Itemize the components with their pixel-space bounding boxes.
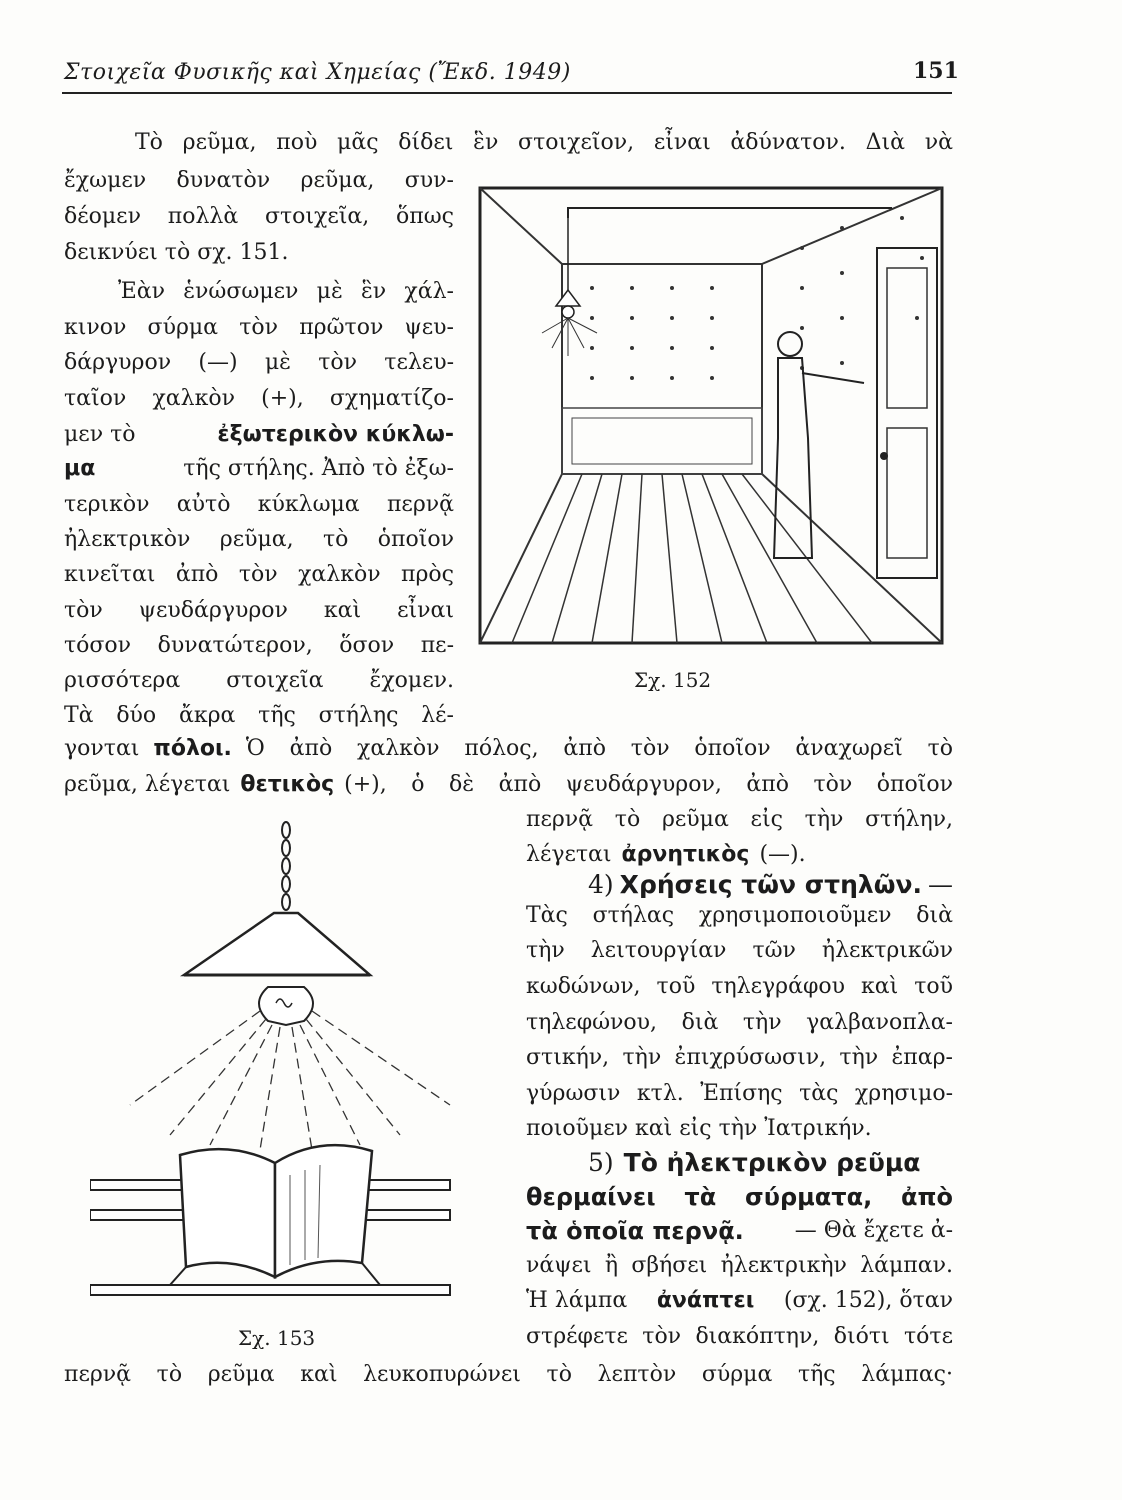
figure-152-room-illustration (472, 178, 952, 653)
paragraph-line-34 (526, 1286, 953, 1316)
section-heading-5 (588, 1148, 920, 1178)
text-segment: Ἡ λάμπα (526, 1288, 628, 1313)
paragraph-line-3: δέομεν πολλὰ στοιχεῖα, ὅπως (64, 204, 454, 229)
text-segment: (—). (759, 842, 806, 867)
figure-152-caption: Σχ. 152 (634, 668, 712, 692)
paragraph-line-17: Τὰ δύο ἄκρα τῆς στήλης λέ- (64, 703, 454, 728)
paragraph-line-28: γύρωσιν κτλ. Ἐπίσης τὰς χρησιμο- (526, 1081, 953, 1106)
paragraph-line-33: νάψει ἢ σβήσει ἠλεκτρικὴν λάμπαν. (526, 1253, 953, 1278)
text-segment: ρεῦμα, λέγεται (64, 772, 231, 797)
text-segment: Ὁ ἀπὸ χαλκὸν πόλος, ἀπὸ τὸν ὁποῖον ἀναχωρεῖ τὸ (245, 736, 953, 761)
running-header-title: Στοιχεῖα Φυσικῆς καὶ Χημείας (Ἔκδ. 1949) (64, 60, 571, 85)
text-segment: γονται (64, 736, 140, 761)
paragraph-line-32 (526, 1216, 953, 1246)
paragraph-line-36: περνᾷ τὸ ρεῦμα καὶ λευκοπυρώνει τὸ λεπτὸν σύρμα τῆς λάμπας· (64, 1362, 953, 1387)
paragraph-line-13: κινεῖται ἀπὸ τὸν χαλκὸν πρὸς (64, 562, 454, 587)
paragraph-line-9 (64, 420, 454, 450)
paragraph-line-16: ρισσότερα στοιχεῖα ἔχομεν. (64, 668, 454, 693)
paragraph-line-1: Τὸ ρεῦμα, ποὺ μᾶς δίδει ἓν στοιχεῖον, εἶναι ἀδύνατον. Διὰ νὰ (135, 130, 953, 155)
paragraph-line-7: δάργυρον (—) μὲ τὸν τελευ- (64, 350, 454, 375)
paragraph-line-4: δεικνύει τὸ σχ. 151. (64, 240, 289, 265)
paragraph-line-20: περνᾷ τὸ ρεῦμα εἰς τὴν στήλην, (526, 807, 953, 832)
page-number: 151 (913, 58, 959, 84)
paragraph-line-11: τερικὸν αὐτὸ κύκλωμα περνᾷ (64, 492, 454, 517)
text-segment: λέγεται (526, 842, 612, 867)
paragraph-line-24: τὴν λειτουργίαν τῶν ἠλεκτρικῶν (526, 938, 953, 963)
text-segment: τῆς στήλης. Ἀπὸ τὸ ἐξω- (183, 456, 454, 481)
section-title-uses: Χρήσεις τῶν στηλῶν. (619, 870, 923, 899)
dash: — (928, 870, 954, 899)
paragraph-line-35: στρέφετε τὸν διακόπτην, διότι τότε (526, 1324, 953, 1349)
paragraph-line-26: τηλεφώνου, διὰ τὴν γαλβανοπλα- (526, 1010, 953, 1035)
paragraph-line-12: ἠλεκτρικὸν ρεῦμα, τὸ ὁποῖον (64, 527, 454, 552)
paragraph-line-5: Ἐὰν ἑνώσωμεν μὲ ἓν χάλ- (118, 279, 454, 304)
paragraph-line-2: ἔχωμεν δυνατὸν ρεῦμα, συν- (64, 168, 454, 193)
paragraph-line-25: κωδώνων, τοῦ τηλεγράφου καὶ τοῦ (526, 974, 953, 999)
text-segment: (σχ. 152), ὅταν (783, 1288, 953, 1313)
term-poles: πόλοι. (153, 736, 232, 761)
header-rule (62, 92, 952, 94)
section-number: 5) (588, 1148, 614, 1177)
text-segment: μεν τὸ (64, 422, 136, 447)
paragraph-line-23: Τὰς στήλας χρησιμοποιοῦμεν διὰ (526, 903, 953, 928)
paragraph-line-18 (64, 734, 953, 764)
text-segment: (+), ὁ δὲ ἀπὸ ψευδάργυρον, ἀπὸ τὸν ὁποῖον (344, 772, 953, 797)
section-title-heating: Τὸ ἠλεκτρικὸν ρεῦμα (623, 1148, 921, 1177)
paragraph-line-8: ταῖον χαλκὸν (+), σχηματίζο- (64, 386, 454, 411)
section-heading-4 (588, 870, 953, 900)
text-segment: — Θὰ ἔχετε ἀ- (794, 1218, 953, 1243)
term-external-circuit-end: μα (64, 456, 96, 481)
section-title-heating-line-3: τὰ ὁποῖα περνᾷ. (526, 1217, 744, 1245)
paragraph-line-19 (64, 770, 953, 800)
section-title-heating-line-2: θερμαίνει τὰ σύρματα, ἀπὸ (526, 1183, 953, 1211)
paragraph-line-14: τὸν ψευδάργυρον καὶ εἶναι (64, 598, 454, 623)
term-external-circuit: ἐξωτερικὸν κύκλω- (217, 422, 454, 447)
paragraph-line-21 (526, 840, 806, 870)
paragraph-line-6: κινον σύρμα τὸν πρῶτον ψευ- (64, 315, 454, 340)
section-number: 4) (588, 870, 614, 899)
paragraph-line-27: στικήν, τὴν ἐπιχρύσωσιν, τὴν ἐπαρ- (526, 1045, 953, 1070)
term-positive: θετικὸς (240, 772, 335, 797)
paragraph-line-10 (64, 454, 454, 484)
figure-153-lamp-book-illustration (90, 815, 470, 1320)
figure-153-caption: Σχ. 153 (238, 1326, 316, 1350)
paragraph-line-15: τόσον δυνατώτερον, ὅσον πε- (64, 633, 454, 658)
paragraph-line-29: ποιοῦμεν καὶ εἰς τὴν Ἰατρικήν. (526, 1116, 872, 1141)
term-lights-up: ἀνάπτει (656, 1288, 755, 1313)
term-negative: ἀρνητικὸς (621, 842, 750, 867)
